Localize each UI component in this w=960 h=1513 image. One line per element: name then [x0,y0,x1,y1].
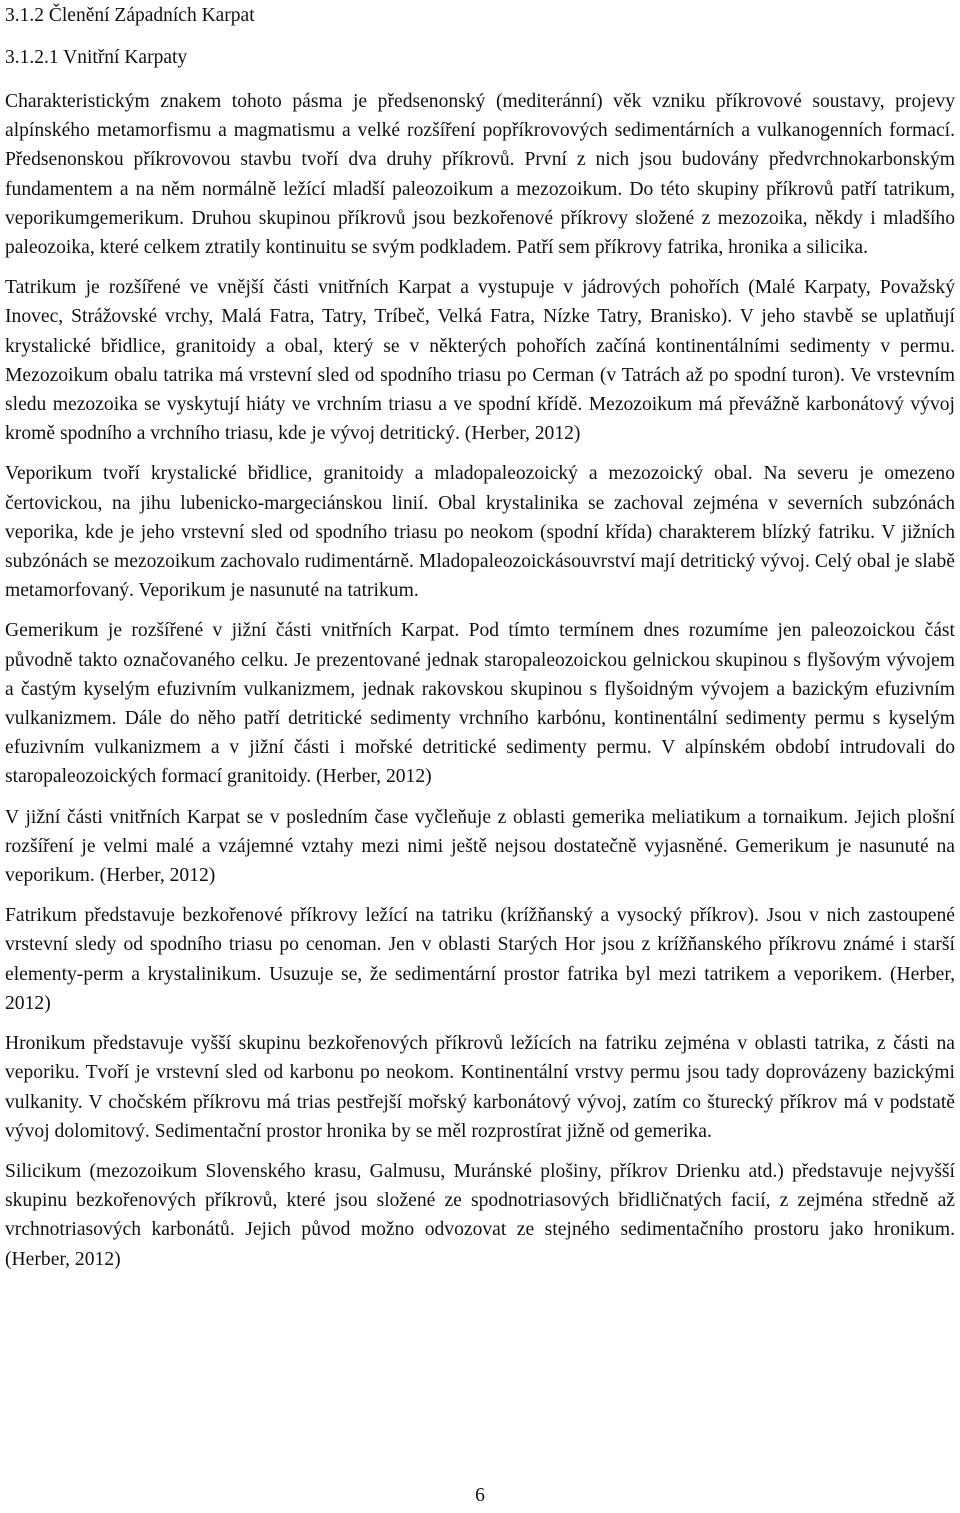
paragraph-silicikum: Silicikum (mezozoikum Slovenského krasu, Galmusu, Muránské plošiny, příkrov Drienku atd.) představuje nejvyšší skupinu bezkořenových příkrovů, které jsou složené ze spodnotriasových břidličnatých facií, z zejména středně až vrchnotriasových karbonátů. Jejich původ možno odvozovat ze stejného sedimentačního prostoru jako hronikum. (Herber, 2012) [5,1160,955,1270]
paragraph-tatrikum: Tatrikum je rozšířené ve vnější části vnitřních Karpat a vystupuje v jádrových pohořích (Malé Karpaty, Považský Inovec, Strážovské vrchy, Malá Fatra, Tatry, Tríbeč, Velká Fatra, Nízke Tatry, Branisko). V jeho stavbě se uplatňují krystalické břidlice, granitoidy a obal, který se v některých pohořích začíná kontinentálními sedimenty v permu. Mezozoikum obalu tatrika má vrstevní sled od spodního triasu po Cerman (v Tatrách až po spodní turon). Ve vrstevním sledu mezozoika se vyskytují hiáty ve vrchním triasu a ve spodní křídě. Mezozoikum má převážně karbonátový vývoj kromě spodního a vrchního triasu, kde je vývoj detritický. (Herber, 2012) [5,277,955,445]
paragraph-gemerikum: Gemerikum je rozšířené v jižní části vnitřních Karpat. Pod tímto termínem dnes rozumíme jen paleozoickou část původně takto označovaného celku. Je prezentované jednak staropaleozoickou gelnickou skupinou s flyšovým vývojem a častým kyselým efuzivním vulkanizmem, jednak rakovskou skupinou s flyšoidným vývojem a bazickým efuzivním vulkanizmem. Dále do něho patří detritické sedimenty vrchního karbónu, kontinentální sedimenty permu s kyselým efuzivním vulkanizmem a v jižní části i mořské detritické sedimenty permu. V alpínském období intrudovali do staropaleozoických formací granitoidy. (Herber, 2012) [5,620,955,788]
paragraph-intro: Charakteristickým znakem tohoto pásma je předsenonský (mediteránní) věk vzniku příkrovové soustavy, projevy alpínského metamorfismu a magmatismu a velké rozšíření popříkrovových sedimentárních a vulkanogenních formací. Předsenonskou příkrovovou stavbu tvoří dva druhy příkrovů. První z nich jsou budovány předvrchnokarbonským fundamentem a na něm normálně ležící mladší paleozoikum a mezozoikum. Do této skupiny příkrovů patří tatrikum, veporikumgemerikum. Druhou skupinou příkrovů jsou bezkořenové příkrovy složené z mezozoika, někdy i mladšího paleozoika, které celkem ztratily kontinuitu se svým podkladem. Patří sem příkrovy fatrika, hronika a silicika. [5,91,955,259]
page-number: 6 [475,1485,485,1506]
paragraph-meliatikum: V jižní části vnitřních Karpat se v posledním čase vyčleňuje z oblasti gemerika meliatikum a tornaikum. Jejich plošní rozšíření je velmi malé a vzájemné vztahy mezi nimi ještě nejsou dostatečně vyjasněné. Gemerikum je nasunuté na veporikum. (Herber, 2012) [5,806,955,887]
paragraph-fatrikum: Fatrikum představuje bezkořenové příkrovy ležící na tatriku (krížňanský a vysocký příkrov). Jsou v nich zastoupené vrstevní sledy od spodního triasu po cenoman. Jen v oblasti Starých Hor jsou z krížňanského příkrovu známé i starší elementy-perm a krystalinikum. Usuzuje se, že sedimentární prostor fatrika byl mezi tatrikem a veporikem. (Herber, 2012) [5,905,955,1014]
document-page [5,0,955,1274]
paragraph-hronikum: Hronikum představuje vyšší skupinu bezkořenových příkrovů ležících na fatriku zejména v oblasti tatrika, z části na veporiku. Tvoří je vrstevní sled od karbonu po neokom. Kontinentální vrstvy permu jsou tady doprovázeny bazickými vulkanity. V chočském příkrovu má trias pestřejší mořský karbonátový vývoj, zatím co šturecký příkrov má v podstatě vývoj dolomitový. Sedimentační prostor hronika by se měl rozprostírat jižně od gemerika. [5,1033,955,1142]
section-heading: 3.1.2 Členění Západních Karpat [5,5,255,26]
paragraph-veporikum: Veporikum tvoří krystalické břidlice, granitoidy a mladopaleozoický a mezozoický obal. Na severu je omezeno čertovickou, na jihu lubenicko-margeciánskou linií. Obal krystalinika se zachoval zejména v severních subzónách veporika, kde je jeho vrstevní sled od spodního triasu po neokom (spodní křída) charakterem blízký fatriku. V jižních subzónách se mezozoikum zachovalo rudimentárně. Mladopaleozoickásouvrství mají detritický vývoj. Celý obal je slabě metamorfovaný. Veporikum je nasunuté na tatrikum. [5,463,955,602]
subsection-heading: 3.1.2.1 Vnitřní Karpaty [5,47,188,68]
